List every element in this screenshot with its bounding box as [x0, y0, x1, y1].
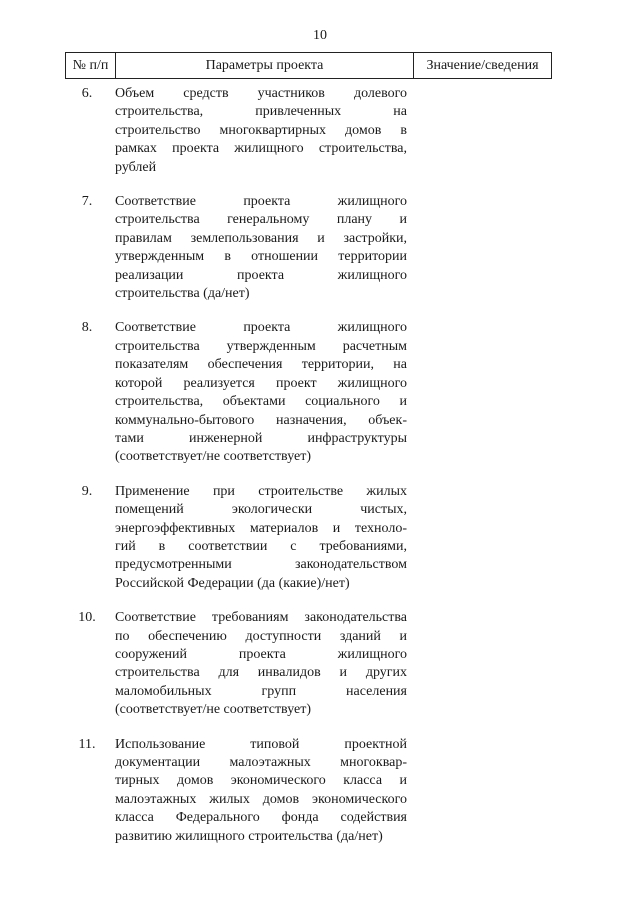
text-line: развитию жилищного строительства (да/нет)	[115, 828, 383, 844]
row-parameter-text	[115, 319, 407, 466]
text-line: строительство многоквартирных домов в	[115, 122, 407, 138]
table-row	[65, 483, 552, 593]
text-line: строительства генеральному плану и	[115, 212, 407, 228]
text-line: реализации проекта жилищного	[115, 267, 407, 283]
text-line: правилам землепользования и застройки,	[115, 230, 407, 246]
text-line: сооружений проекта жилищного	[115, 646, 407, 662]
text-line: тирных домов экономического класса и	[115, 773, 407, 789]
text-line: Соответствие проекта жилищного	[115, 194, 407, 210]
header-params: Параметры проекта	[116, 53, 414, 78]
header-value: Значение/сведения	[426, 57, 539, 73]
table-row	[65, 736, 552, 846]
header-num: № п/п	[66, 53, 116, 78]
text-line: документации малоэтажных многоквар-	[115, 755, 407, 770]
text-line: коммунально-бытового назначения, объек-	[115, 412, 407, 428]
row-parameter-text	[115, 483, 407, 593]
table-row	[65, 85, 552, 177]
text-line: Объем средств участников долевого	[115, 86, 407, 101]
text-line: которой реализуется проект жилищного	[115, 375, 407, 391]
text-line: маломобильных групп населения	[115, 683, 407, 699]
text-line: помещений экологически чистых,	[115, 502, 407, 518]
text-line: малоэтажных жилых домов экономического	[115, 791, 407, 807]
text-line: утвержденным в отношении территории	[115, 249, 407, 265]
text-line: Российской Федерации (да (какие)/нет)	[115, 575, 350, 591]
text-line: строительства для инвалидов и других	[115, 665, 407, 681]
table-body	[65, 85, 552, 862]
text-line: гий в соответствии с требованиями,	[115, 538, 407, 554]
text-line: (соответствует/не соответствует)	[115, 449, 311, 465]
text-line: энергоэффективных материалов и техноло-	[115, 520, 407, 536]
row-number: 8.	[81, 320, 93, 336]
table-row	[65, 609, 552, 719]
row-parameter-text	[115, 85, 407, 177]
page-number: 10	[313, 28, 327, 43]
text-line: строительства (да/нет)	[115, 286, 250, 302]
text-line: класса Федерального фонда содействия	[115, 810, 407, 826]
table-row	[65, 193, 552, 303]
text-line: (соответствует/не соответствует)	[115, 702, 311, 718]
table-row	[65, 319, 552, 466]
text-line: строительства, объектами социального и	[115, 394, 407, 410]
row-parameter-text	[115, 736, 407, 846]
text-line: Применение при строительстве жилых	[115, 483, 407, 499]
text-line: тами инженерной инфраструктуры	[115, 430, 407, 446]
text-line: строительства утвержденным расчетным	[115, 338, 407, 354]
text-line: рамках проекта жилищного строительства,	[115, 141, 407, 157]
text-line: Использование типовой проектной	[115, 736, 407, 752]
row-number: 6.	[81, 86, 93, 101]
row-number: 9.	[81, 483, 93, 499]
text-line: Соответствие требованиям законодательства	[115, 610, 407, 626]
row-number: 10.	[78, 610, 96, 626]
text-line: строительства, привлеченных на	[115, 104, 407, 120]
text-line: предусмотренными законодательством	[115, 557, 407, 573]
text-line: рублей	[115, 159, 157, 175]
row-parameter-text	[115, 193, 407, 303]
text-line: по обеспечению доступности зданий и	[115, 628, 407, 644]
text-line: показателям обеспечения территории, на	[115, 357, 407, 373]
text-line: Соответствие проекта жилищного	[115, 320, 407, 336]
row-number: 11.	[78, 736, 96, 752]
row-number: 7.	[81, 194, 93, 210]
row-parameter-text	[115, 609, 407, 719]
table-header	[65, 52, 552, 79]
